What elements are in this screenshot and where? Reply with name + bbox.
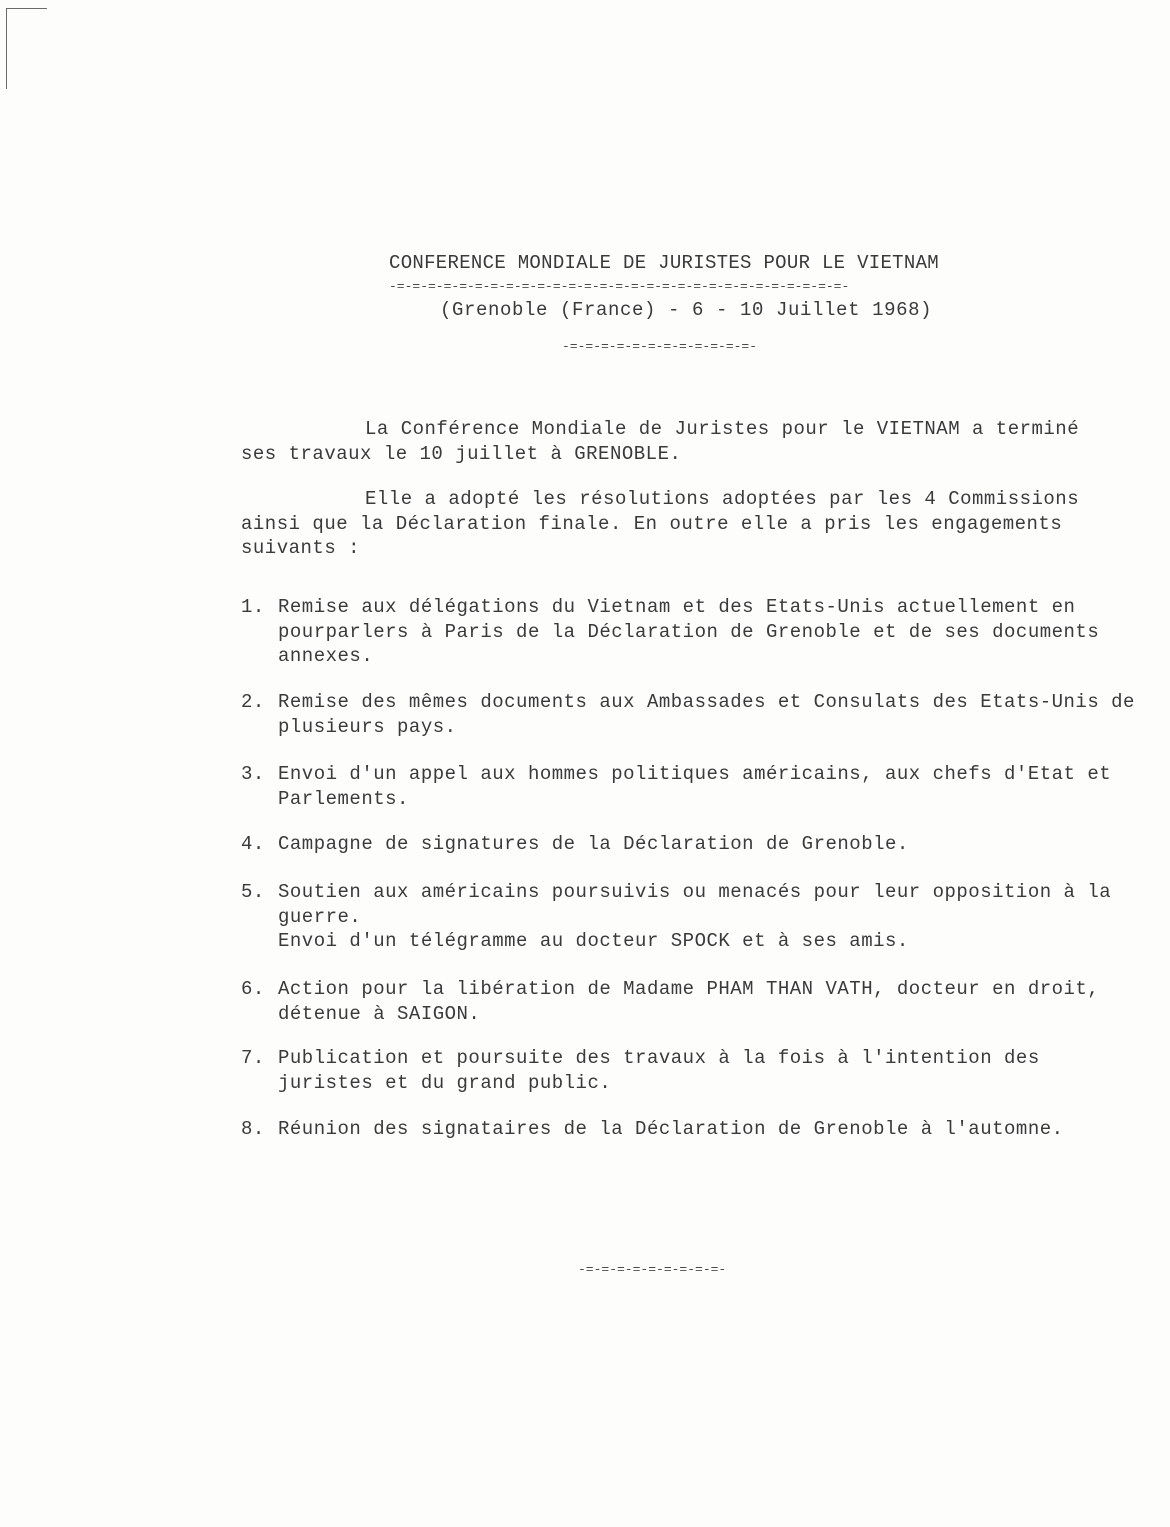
title-underline-rule: -=-=-=-=-=-=-=-=-=-=-=-=-=-=-=-=-=-=-=-=-=-=-=-=-=-=-=-=-=- (389, 279, 850, 294)
list-item-number: 7. (241, 1047, 265, 1069)
list-item (241, 1117, 1141, 1142)
list-item-text: Soutien aux américains poursuivis ou menacés pour leur opposition à la guerre. (278, 881, 1112, 928)
engagements-paragraph: Elle a adopté les résolutions adoptées par les 4 Commissions ainsi que la Déclaration finale. En outre elle a pris les engagements suivants : (241, 488, 1080, 559)
list-item-text: Remise des mêmes documents aux Ambassades et Consulats des Etats-Unis de plusieurs pays. (278, 691, 1135, 738)
list-item (241, 762, 1141, 811)
list-item (241, 595, 1141, 669)
list-item-number: 3. (241, 763, 265, 785)
document-title: CONFERENCE MONDIALE DE JURISTES POUR LE VIETNAM (389, 252, 939, 274)
list-item (241, 977, 1141, 1026)
list-item-text: Réunion des signataires de la Déclaration de Grenoble à l'automne. (278, 1118, 1064, 1140)
list-item-text: Publication et poursuite des travaux à la fois à l'intention des juristes et du grand public. (278, 1047, 1040, 1094)
document-subtitle: (Grenoble (France) - 6 - 10 Juillet 1968) (440, 299, 933, 321)
list-item (241, 690, 1141, 739)
list-item (241, 832, 1141, 857)
intro-paragraph: La Conférence Mondiale de Juristes pour le VIETNAM a terminé ses travaux le 10 juillet à GRENOBLE. (241, 418, 1080, 465)
list-item (241, 1046, 1141, 1095)
list-item-text: Action pour la libération de Madame PHAM THAN VATH, docteur en droit, détenue à SAIGON. (278, 978, 1100, 1025)
list-item-text: Remise aux délégations du Vietnam et des Etats-Unis actuellement en pourparlers à Paris de la Déclaration de Grenoble et de ses documents annexes. (278, 596, 1100, 667)
list-item-number: 6. (241, 978, 265, 1000)
list-item-text: Campagne de signatures de la Déclaration de Grenoble. (278, 833, 909, 855)
closing-separator-rule: -=-=-=-=-=-=-=-=-=- (578, 1262, 727, 1277)
list-item-number: 4. (241, 833, 265, 855)
list-item-text-continuation: Envoi d'un télégramme au docteur SPOCK et à ses amis. (278, 930, 909, 952)
list-item-number: 1. (241, 596, 265, 618)
header-separator-rule: -=-=-=-=-=-=-=-=-=-=-=-=- (562, 339, 758, 354)
page-edge-mark (6, 8, 47, 89)
list-item-number: 5. (241, 881, 265, 903)
list-item-number: 8. (241, 1118, 265, 1140)
list-item-number: 2. (241, 691, 265, 713)
list-item (241, 880, 1141, 954)
list-item-text: Envoi d'un appel aux hommes politiques américains, aux chefs d'Etat et Parlements. (278, 763, 1112, 810)
